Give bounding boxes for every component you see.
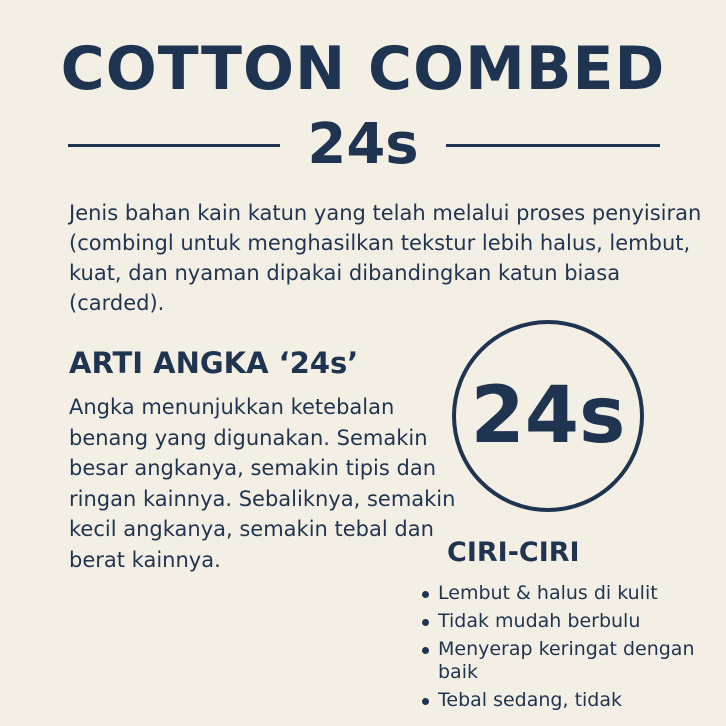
features-list bbox=[418, 582, 718, 717]
list-item-label: Lembut & halus di kulit bbox=[438, 582, 658, 604]
subtitle-row bbox=[68, 112, 660, 178]
right-divider-line bbox=[446, 144, 660, 147]
page-title: COTTON COMBED bbox=[60, 34, 666, 104]
list-item-label: Tidak mudah berbulu bbox=[438, 610, 641, 632]
bullet-icon bbox=[422, 619, 429, 626]
list-item bbox=[418, 638, 718, 684]
list-item bbox=[418, 610, 718, 633]
bullet-icon bbox=[422, 591, 429, 598]
bullet-icon bbox=[422, 698, 429, 705]
list-item-label: Tebal sedang, tidak bbox=[438, 689, 622, 711]
left-divider-line bbox=[68, 144, 280, 147]
bullet-icon bbox=[422, 647, 429, 654]
intro-paragraph: Jenis bahan kain katun yang telah melalui proses penyisiran (combingl untuk menghasilkan tekstur lebih halus, lembut, kuat, dan nyaman dipakai dibandingkan katun biasa (carded). bbox=[69, 201, 702, 315]
list-item bbox=[418, 689, 718, 712]
meaning-heading: ARTI ANGKA ‘24s’ bbox=[69, 346, 359, 380]
list-item bbox=[418, 582, 718, 605]
count-badge-label: 24s bbox=[470, 371, 626, 461]
page-subtitle: 24s bbox=[307, 112, 419, 177]
meaning-paragraph: Angka menunjukkan ketebalan benang yang digunakan. Semakin besar angkanya, semakin tipis dan ringan kainnya. Sebaliknya, semakin kecil angkanya, semakin tebal dan berat kainnya. bbox=[69, 395, 456, 572]
list-item-label: Menyerap keringat dengan baik bbox=[438, 638, 695, 683]
features-heading: CIRI-CIRI bbox=[447, 537, 580, 568]
count-badge bbox=[452, 320, 644, 512]
